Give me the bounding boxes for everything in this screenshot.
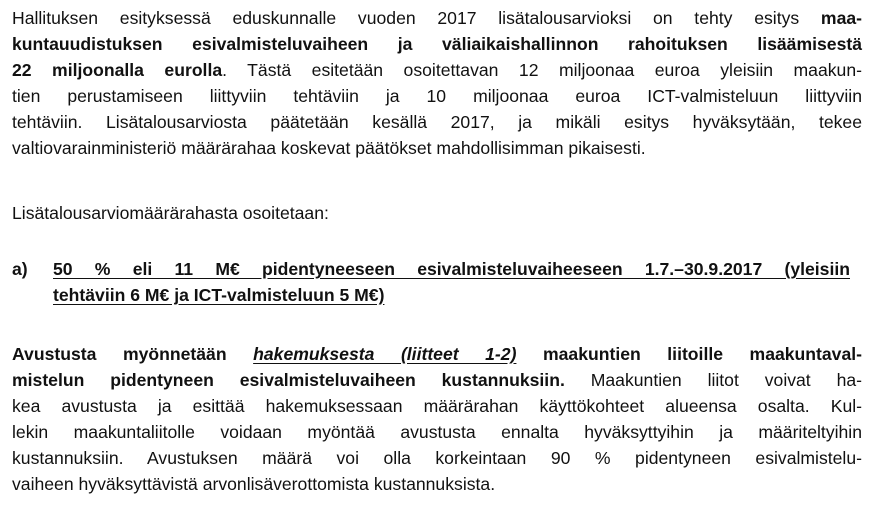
p1-line-1 bbox=[12, 5, 862, 31]
list-item-line-2 bbox=[53, 282, 384, 308]
p1-text: valtiovarainministeriö määrärahaa koskevat päätökset mahdollisimman pikaisesti. bbox=[12, 138, 646, 158]
p3-line-2 bbox=[12, 367, 862, 393]
p3-text: Maakuntien liitot voivat ha- bbox=[564, 370, 863, 390]
p1-bold: maa- bbox=[820, 8, 862, 28]
list-item-text: 50 % eli 11 M€ pidentyneeseen esivalmisteluvaiheeseen 1.7.–30.9.2017 (yleisiin bbox=[53, 259, 850, 279]
p3-bold: maakuntien liitoille maakuntaval- bbox=[516, 344, 862, 364]
p1-line-4 bbox=[12, 83, 862, 109]
list-marker: a) bbox=[12, 259, 28, 279]
p1-line-6 bbox=[12, 135, 646, 161]
p3-bold: mistelun pidentyneen esivalmisteluvaiheen kustannuksiin. bbox=[12, 370, 565, 390]
p2-intro bbox=[12, 200, 329, 226]
p1-line-5 bbox=[12, 109, 862, 135]
list-item-line-1 bbox=[53, 256, 850, 282]
p1-bold: kuntauudistuksen esivalmisteluvaiheen ja väliaikaishallinnon rahoituksen lisäämisestä bbox=[12, 34, 862, 54]
p1-line-3 bbox=[12, 57, 862, 83]
p1-text: tehtäviin. Lisätalousarviosta päätetään kesällä 2017, ja mikäli esitys hyväksytään, tekee bbox=[12, 112, 862, 132]
list-item-text: tehtäviin 6 M€ ja ICT-valmisteluun 5 M€) bbox=[53, 285, 385, 305]
p1-text: Hallituksen esityksessä eduskunnalle vuoden 2017 lisätalousarvioksi on tehty esitys bbox=[12, 8, 821, 28]
p3-line-4 bbox=[12, 419, 862, 445]
p2-text: Lisätalousarviomäärärahasta osoitetaan: bbox=[12, 203, 329, 223]
p3-line-5 bbox=[12, 445, 862, 471]
p1-text: tien perustamiseen liittyviin tehtäviin ja 10 miljoonaa euroa ICT-valmisteluun liittyviin bbox=[12, 86, 862, 106]
p3-text: kustannuksiin. Avustuksen määrä voi olla korkeintaan 90 % pidentyneen esivalmistelu- bbox=[12, 448, 862, 468]
p3-text: lekin maakuntaliitolle voidaan myöntää avustusta ennalta hyväksyttyihin ja määriteltyihin bbox=[12, 422, 862, 442]
p1-text: . Tästä esitetään osoitettavan 12 miljoonaa euroa yleisiin maakun- bbox=[222, 60, 862, 80]
p3-text: vaiheen hyväksyttävistä arvonlisäverottomista kustannuksista. bbox=[12, 474, 496, 494]
p3-line-1 bbox=[12, 341, 862, 367]
p1-line-2 bbox=[12, 31, 862, 57]
p1-bold: 22 miljoonalla eurolla bbox=[12, 60, 223, 80]
p3-bold: Avustusta myönnetään bbox=[12, 344, 254, 364]
attachment-reference: hakemuksesta (liitteet 1-2) bbox=[253, 344, 517, 364]
p3-text: kea avustusta ja esittää hakemuksessaan määrärahan käyttökohteet alueensa osalta. Kul- bbox=[12, 396, 862, 416]
p3-line-6 bbox=[12, 471, 495, 497]
p3-line-3 bbox=[12, 393, 862, 419]
